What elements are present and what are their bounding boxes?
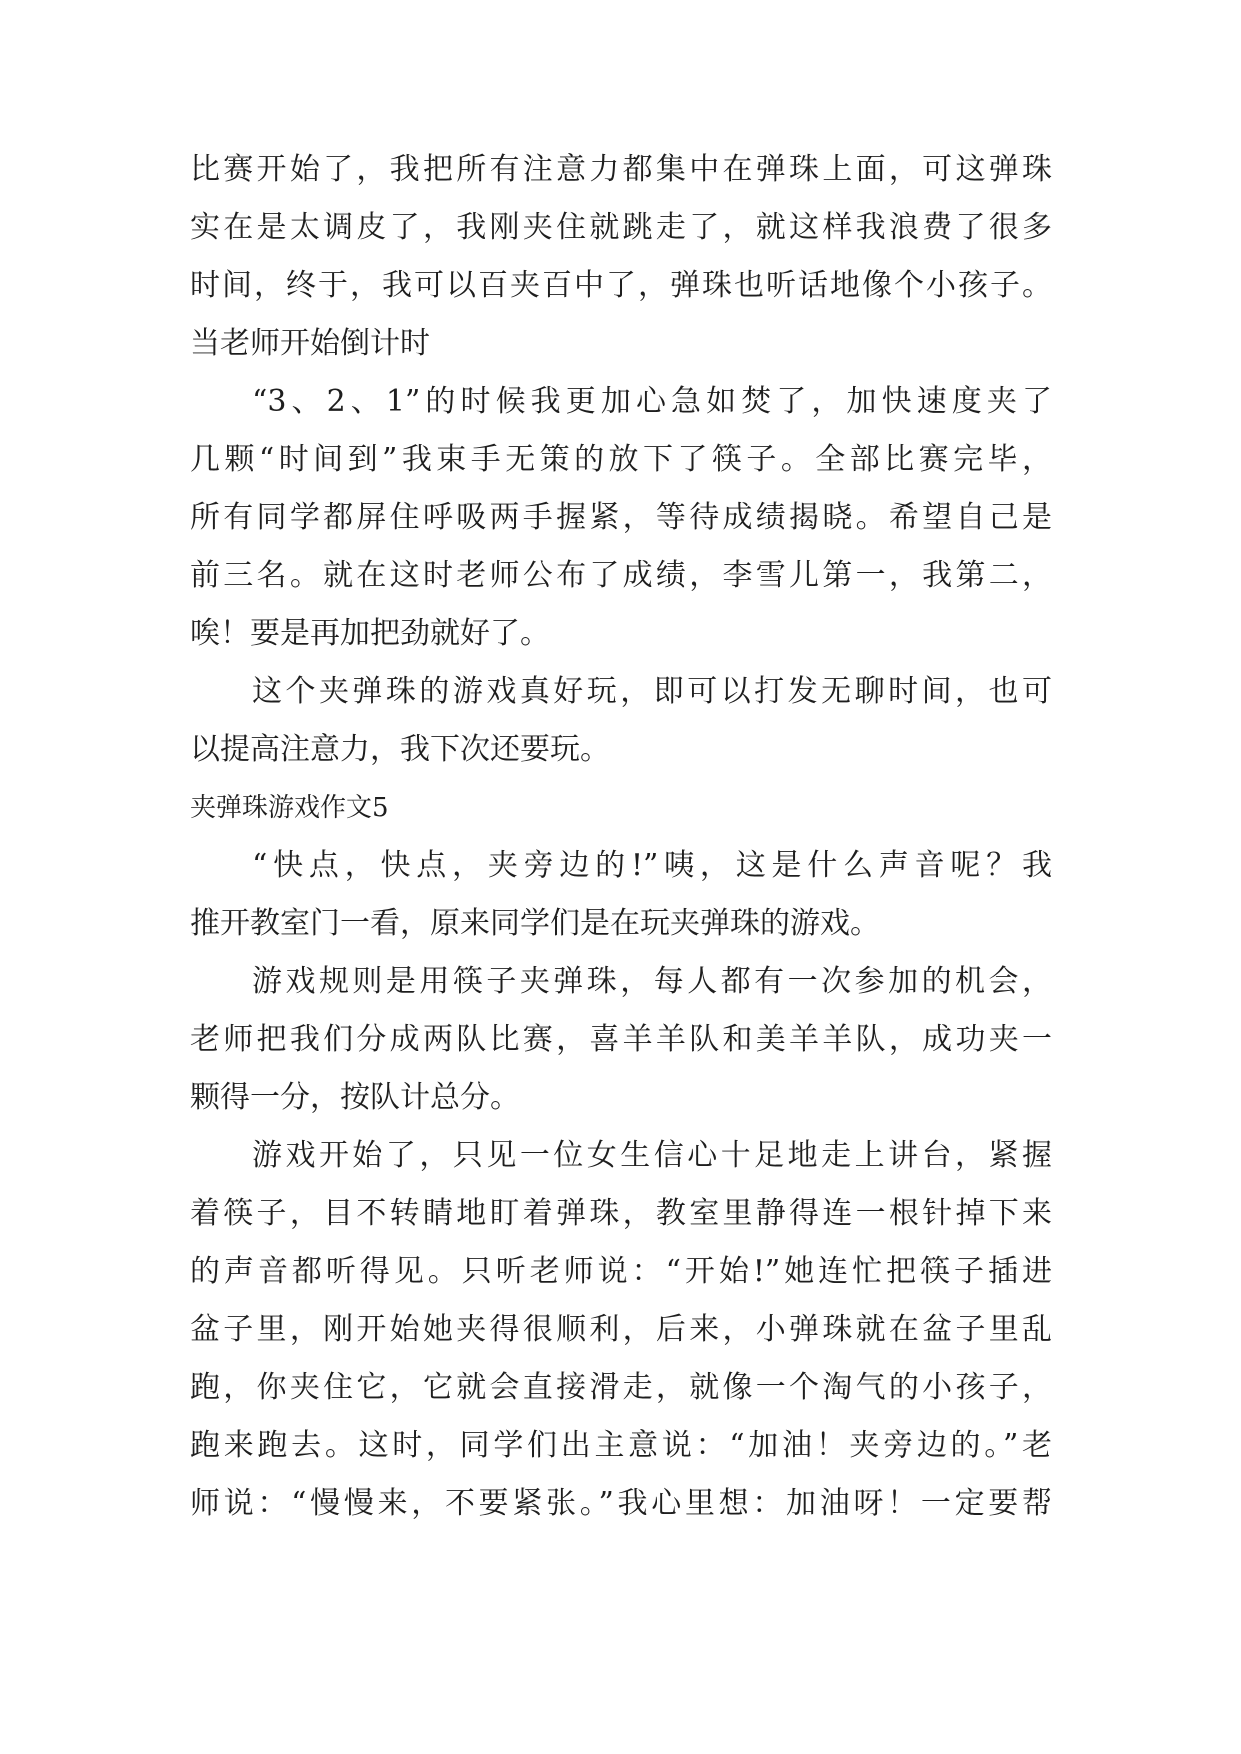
- paragraph: [190, 373, 1052, 663]
- text-line: 跑来跑去。这时，同学们出主意说：“加油！夹旁边的。”老: [190, 1428, 1052, 1463]
- text-line: 当老师开始倒计时: [190, 326, 430, 361]
- text-line: “3、2、1”的时候我更加心急如焚了，加快速度夹了: [252, 384, 1052, 419]
- text-line: 所有同学都屏住呼吸两手握紧，等待成绩揭晓。希望自己是: [190, 500, 1052, 535]
- text-line: 以提高注意力，我下次还要玩。: [190, 732, 610, 767]
- paragraph: [190, 953, 1052, 1127]
- text-line: 前三名。就在这时老师公布了成绩，李雪儿第一，我第二，: [190, 558, 1052, 593]
- text-line: “快点，快点，夹旁边的!”咦，这是什么声音呢？我: [252, 848, 1052, 883]
- text-line: 几颗“时间到”我束手无策的放下了筷子。全部比赛完毕，: [190, 442, 1052, 477]
- paragraph: [190, 663, 1052, 779]
- paragraph: [190, 1127, 1052, 1533]
- text-line: 时间，终于，我可以百夹百中了，弹珠也听话地像个小孩子。: [190, 268, 1052, 303]
- text-line: 这个夹弹珠的游戏真好玩，即可以打发无聊时间，也可: [252, 674, 1052, 709]
- text-line: 实在是太调皮了，我刚夹住就跳走了，就这样我浪费了很多: [190, 210, 1052, 245]
- text-line: 跑，你夹住它，它就会直接滑走，就像一个淘气的小孩子，: [190, 1370, 1052, 1405]
- text-line: 唉！要是再加把劲就好了。: [190, 616, 550, 651]
- text-line: 老师把我们分成两队比赛，喜羊羊队和美羊羊队，成功夹一: [190, 1022, 1052, 1057]
- paragraph: [190, 837, 1052, 953]
- text-line: 颗得一分，按队计总分。: [190, 1080, 520, 1115]
- text-line: 游戏规则是用筷子夹弹珠，每人都有一次参加的机会，: [252, 964, 1052, 999]
- text-line: 游戏开始了，只见一位女生信心十足地走上讲台，紧握: [252, 1138, 1052, 1173]
- text-line: 师说：“慢慢来，不要紧张。”我心里想：加油呀！一定要帮: [190, 1486, 1052, 1521]
- paragraph: [190, 141, 1052, 373]
- text-line: 着筷子，目不转睛地盯着弹珠，教室里静得连一根针掉下来: [190, 1196, 1052, 1231]
- text-line: 推开教室门一看，原来同学们是在玩夹弹珠的游戏。: [190, 906, 880, 941]
- section-heading: 夹弹珠游戏作文5: [190, 793, 389, 823]
- document-body: [190, 141, 1052, 1533]
- text-line: 的声音都听得见。只听老师说：“开始!”她连忙把筷子插进: [190, 1254, 1052, 1289]
- text-line: 比赛开始了，我把所有注意力都集中在弹珠上面，可这弹珠: [190, 152, 1052, 187]
- text-line: 盆子里，刚开始她夹得很顺利，后来，小弹珠就在盆子里乱: [190, 1312, 1052, 1347]
